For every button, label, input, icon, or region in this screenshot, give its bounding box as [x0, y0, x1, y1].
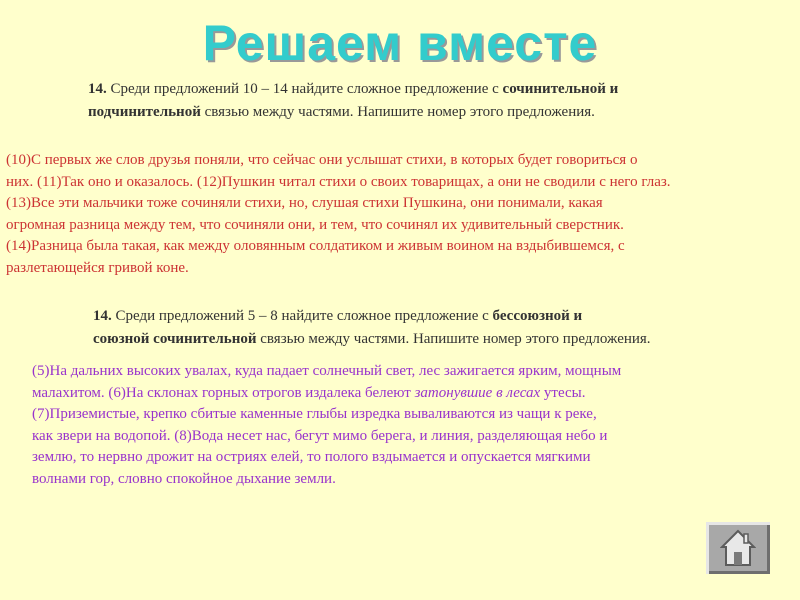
- text-2-line: волнами гор, словно спокойное дыхание земли.: [32, 470, 336, 487]
- text-2-line: (5)На дальних высоких увалах, куда падает солнечный свет, лес зажигается ярким, мощным: [32, 363, 622, 379]
- task-2-line-1: [93, 305, 773, 328]
- page-title: Решаем вместе: [202, 15, 598, 71]
- task-2-emphasis-2: союзной сочинительной: [93, 331, 257, 347]
- text-2-italic-phrase: затонувшие в лесах: [414, 384, 541, 401]
- text-1-line: (13)Все эти мальчики тоже сочиняли стихи, но, слушая стихи Пушкина, они понимали, какая: [6, 195, 603, 211]
- text-fragment-1: [6, 150, 671, 279]
- home-button[interactable]: [706, 522, 770, 574]
- task-2-emphasis-1: бессоюзной и: [492, 308, 583, 324]
- text-2-line: землю, то нервно дрожит на остриях елей, то полого вздымается и опускается мягкими: [32, 449, 591, 465]
- task-2-number: 14.: [93, 308, 112, 324]
- house-icon: [720, 528, 756, 568]
- text-fragment-2: [32, 361, 621, 490]
- text-2-line: [32, 383, 621, 405]
- text-1-line: разлетающейся гривой коне.: [6, 259, 189, 276]
- task-2-text-2: связью между частями. Напишите номер этого предложения.: [256, 331, 651, 347]
- task-2-text: Среди предложений 5 – 8 найдите сложное предложение с: [111, 308, 493, 324]
- task-1: [88, 78, 768, 124]
- text-1-line: огромная разница между тем, что сочиняли они, и тем, что сочинял их удивительный сверстник.: [6, 216, 624, 233]
- text-2-line: (7)Приземистые, крепко сбитые каменные глыбы изредка вываливаются из чащи к реке,: [32, 406, 597, 422]
- task-2: [93, 305, 773, 351]
- text-1-line: (14)Разница была такая, как между оловянным солдатиком и живым воином на вздыбившемся, с: [6, 238, 625, 254]
- task-1-number: 14.: [88, 81, 107, 97]
- task-1-emphasis-1: сочинительной и: [502, 81, 619, 97]
- task-2-line-2: [93, 328, 773, 351]
- text-1-line: них. (11)Так оно и оказалось. (12)Пушкин читал стихи о своих товарищах, а они не сводили с него глаз.: [6, 173, 671, 190]
- task-1-text-2: связью между частями. Напишите номер этого предложения.: [200, 104, 595, 120]
- text-1-line: (10)С первых же слов друзья поняли, что сейчас они услышат стихи, в которых будет говориться о: [6, 152, 638, 168]
- task-1-emphasis-2: подчинительной: [88, 104, 201, 120]
- text-2-segment: малахитом. (6)На склонах горных отрогов издалека белеют: [32, 384, 415, 401]
- task-1-text: Среди предложений 10 – 14 найдите сложное предложение с: [106, 81, 503, 97]
- text-2-segment: утесы.: [540, 384, 586, 401]
- task-1-line-2: [88, 101, 768, 124]
- text-2-line: как звери на водопой. (8)Вода несет нас, бегут мимо берега, и линия, разделяющая небо и: [32, 427, 608, 444]
- task-1-line-1: [88, 78, 768, 101]
